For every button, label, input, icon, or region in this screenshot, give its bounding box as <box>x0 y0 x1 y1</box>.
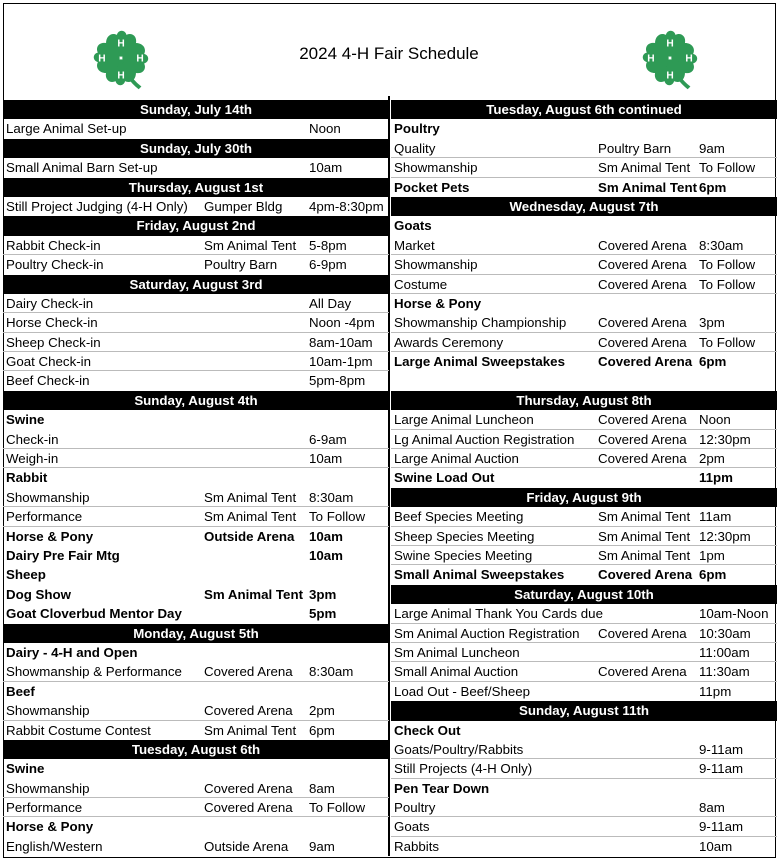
day-header: Tuesday, August 6th <box>3 740 389 759</box>
category-row <box>3 585 389 604</box>
event-time: 9-11am <box>699 761 744 777</box>
event-name: Small Animal Auction <box>394 664 519 680</box>
event-location: Poultry Barn <box>204 257 278 273</box>
event-location: Outside Arena <box>204 838 289 854</box>
event-name: Horse & Pony <box>6 819 94 835</box>
event-name: Beef Species Meeting <box>394 509 524 525</box>
event-time: 10am <box>309 451 343 467</box>
event-location: Sm Animal Tent <box>204 509 297 525</box>
event-time: 9am <box>309 838 335 854</box>
event-time: 3pm <box>699 315 725 331</box>
event-location: Covered Arena <box>598 276 687 292</box>
event-name: Sheep <box>6 567 46 583</box>
event-name: Check Out <box>394 722 461 738</box>
event-time: 6pm <box>309 722 335 738</box>
event-time: 8:30am <box>699 237 744 253</box>
event-row <box>391 604 777 623</box>
event-row <box>391 759 777 778</box>
event-name: Showmanship <box>6 780 90 796</box>
day-header: Sunday, July 30th <box>3 139 389 158</box>
event-time: 8am <box>309 780 335 796</box>
event-time: 10am-1pm <box>309 354 373 370</box>
event-row <box>391 158 777 177</box>
svg-text:H: H <box>685 53 693 65</box>
event-time: To Follow <box>309 800 366 816</box>
event-name: Sheep Check-in <box>6 334 101 350</box>
svg-text:H: H <box>117 38 125 50</box>
event-location: Sm Animal Tent <box>204 489 297 505</box>
event-row <box>3 255 389 274</box>
event-time: 2pm <box>699 451 725 467</box>
category-row <box>3 546 389 565</box>
event-time: All Day <box>309 295 352 311</box>
event-row <box>391 236 777 255</box>
event-location: Covered Arena <box>598 354 693 370</box>
schedule-column-left <box>3 100 389 856</box>
day-header: Wednesday, August 7th <box>391 197 777 216</box>
event-name: Small Animal Sweepstakes <box>394 567 565 583</box>
event-location: Covered Arena <box>598 625 687 641</box>
event-name: Large Animal Luncheon <box>394 412 534 428</box>
event-location: Covered Arena <box>598 567 693 583</box>
event-time: 10am <box>309 160 343 176</box>
event-time: 10am <box>309 547 344 563</box>
event-time: 2pm <box>309 703 335 719</box>
day-header: Thursday, August 8th <box>391 391 777 410</box>
event-location: Covered Arena <box>598 451 687 467</box>
event-location: Covered Arena <box>598 315 687 331</box>
event-name: Dairy Check-in <box>6 295 94 311</box>
event-time: 5pm-8pm <box>309 373 366 389</box>
event-name: Swine Load Out <box>394 470 495 486</box>
event-name: Large Animal Auction <box>394 451 519 467</box>
event-time: 11pm <box>699 683 732 699</box>
event-row <box>391 624 777 643</box>
event-location: Covered Arena <box>598 412 687 428</box>
category-row <box>391 779 777 798</box>
event-row <box>391 740 777 759</box>
svg-text:H: H <box>666 38 674 50</box>
event-name: Still Projects (4-H Only) <box>394 761 533 777</box>
event-row <box>391 507 777 526</box>
event-name: Large Animal Set-up <box>6 121 127 137</box>
event-time: 6pm <box>699 354 727 370</box>
event-time: 9-11am <box>699 741 744 757</box>
event-time: 3pm <box>309 586 337 602</box>
event-name: Pen Tear Down <box>394 780 490 796</box>
event-time: 6-9am <box>309 431 347 447</box>
day-header: Tuesday, August 6th continued <box>391 100 777 119</box>
event-row <box>391 275 777 294</box>
event-row <box>3 798 389 817</box>
event-row <box>3 701 389 720</box>
event-name: Goats <box>394 819 430 835</box>
event-row <box>3 488 389 507</box>
event-time: To Follow <box>699 334 756 350</box>
event-time: To Follow <box>699 160 756 176</box>
event-name: Showmanship <box>6 703 90 719</box>
event-row <box>3 837 389 856</box>
event-row <box>3 333 389 352</box>
event-row <box>3 371 389 390</box>
event-time: 6pm <box>699 179 727 195</box>
event-row <box>391 662 777 681</box>
event-row <box>391 643 777 662</box>
svg-text:H: H <box>98 53 106 65</box>
category-row <box>391 178 777 197</box>
event-name: Sm Animal Luncheon <box>394 644 520 660</box>
event-name: Swine Species Meeting <box>394 547 533 563</box>
category-row <box>3 468 389 487</box>
page-title: 2024 4-H Fair Schedule <box>299 44 479 63</box>
event-name: Dairy Pre Fair Mtg <box>6 547 120 563</box>
event-time: 11pm <box>699 470 734 486</box>
category-row <box>391 294 777 313</box>
event-name: Lg Animal Auction Registration <box>394 431 575 447</box>
event-time: To Follow <box>309 509 366 525</box>
event-name: Swine <box>6 761 45 777</box>
event-name: Small Animal Barn Set-up <box>6 160 158 176</box>
category-row <box>391 119 777 138</box>
event-time: 10am-Noon <box>699 606 769 622</box>
event-name: Performance <box>6 800 83 816</box>
event-row <box>3 158 389 177</box>
category-row <box>391 468 777 487</box>
event-name: Poultry <box>394 121 440 137</box>
event-time: 6-9pm <box>309 257 347 273</box>
event-time: 5-8pm <box>309 237 347 253</box>
event-location: Poultry Barn <box>598 140 672 156</box>
event-location: Sm Animal Tent <box>204 586 303 602</box>
event-location: Sm Animal Tent <box>598 528 691 544</box>
event-name: Sm Animal Auction Registration <box>394 625 580 641</box>
category-row <box>3 759 389 778</box>
event-name: Showmanship & Performance <box>6 664 182 680</box>
category-row <box>3 565 389 584</box>
event-time: 4pm-8:30pm <box>309 198 384 214</box>
event-name: Horse Check-in <box>6 315 98 331</box>
event-name: Still Project Judging (4-H Only) <box>6 198 188 214</box>
event-row <box>3 430 389 449</box>
event-name: Beef <box>6 683 35 699</box>
event-row <box>3 507 389 526</box>
event-time: Noon <box>309 121 341 137</box>
event-name: Rabbits <box>394 838 440 854</box>
event-location: Covered Arena <box>598 257 687 273</box>
event-location: Covered Arena <box>204 780 293 796</box>
event-location: Sm Animal Tent <box>204 722 297 738</box>
event-row <box>391 837 777 856</box>
category-row <box>3 604 389 623</box>
event-row <box>3 197 389 216</box>
category-row <box>3 410 389 429</box>
category-row <box>391 565 777 584</box>
event-row <box>3 236 389 255</box>
event-time: 11am <box>699 509 732 525</box>
event-name: Horse & Pony <box>6 528 94 544</box>
day-header: Saturday, August 3rd <box>3 275 389 294</box>
day-header: Sunday, August 4th <box>3 391 389 410</box>
event-row <box>391 255 777 274</box>
event-name: Market <box>394 237 435 253</box>
event-name: Swine <box>6 412 45 428</box>
day-header: Friday, August 9th <box>391 488 777 507</box>
event-time: Noon <box>699 412 731 428</box>
event-row <box>3 119 389 138</box>
event-row <box>391 139 777 158</box>
event-name: Rabbit <box>6 470 48 486</box>
event-row <box>3 721 389 740</box>
event-location: Sm Animal Tent <box>598 509 691 525</box>
event-name: Goat Cloverbud Mentor Day <box>6 606 182 622</box>
event-time: 6pm <box>699 567 727 583</box>
event-time: 11:00am <box>699 644 750 660</box>
event-row <box>3 352 389 371</box>
category-row <box>391 352 777 371</box>
event-location: Covered Arena <box>204 664 293 680</box>
event-name: Showmanship <box>394 160 478 176</box>
event-name: Dog Show <box>6 586 71 602</box>
event-name: Dairy - 4-H and Open <box>6 644 138 660</box>
blank-row <box>391 371 777 390</box>
event-time: 9-11am <box>699 819 744 835</box>
title-area <box>4 4 774 100</box>
event-location: Covered Arena <box>204 703 293 719</box>
event-row <box>391 449 777 468</box>
day-header: Sunday, July 14th <box>3 100 389 119</box>
event-name: Costume <box>394 276 448 292</box>
event-location: Covered Arena <box>598 334 687 350</box>
event-time: 10:30am <box>699 625 751 641</box>
event-location: Sm Animal Tent <box>204 237 297 253</box>
event-location: Covered Arena <box>598 431 687 447</box>
day-header: Monday, August 5th <box>3 624 389 643</box>
svg-text:H: H <box>117 70 125 82</box>
event-time: 5pm <box>309 606 337 622</box>
category-row <box>3 527 389 546</box>
event-name: Pocket Pets <box>394 179 470 195</box>
event-name: Sheep Species Meeting <box>394 528 535 544</box>
event-name: Goats/Poultry/Rabbits <box>394 741 524 757</box>
event-location: Covered Arena <box>598 237 687 253</box>
event-row <box>391 527 777 546</box>
event-location: Covered Arena <box>598 664 687 680</box>
event-name: Goat Check-in <box>6 354 91 370</box>
day-header: Friday, August 2nd <box>3 216 389 235</box>
event-row <box>391 546 777 565</box>
event-row <box>391 798 777 817</box>
category-row <box>391 216 777 235</box>
event-row <box>391 410 777 429</box>
event-name: Awards Ceremony <box>394 334 504 350</box>
event-name: Showmanship Championship <box>394 315 567 331</box>
event-time: 1pm <box>699 547 725 563</box>
event-row <box>3 662 389 681</box>
event-row <box>3 313 389 332</box>
event-time: 8am-10am <box>309 334 373 350</box>
event-location: Sm Animal Tent <box>598 547 691 563</box>
event-time: 12:30pm <box>699 528 751 544</box>
svg-text:H: H <box>666 70 674 82</box>
event-row <box>3 449 389 468</box>
event-row <box>391 430 777 449</box>
day-header: Sunday, August 11th <box>391 701 777 720</box>
day-header: Saturday, August 10th <box>391 585 777 604</box>
event-name: Beef Check-in <box>6 373 90 389</box>
category-row <box>3 682 389 701</box>
event-time: 8:30am <box>309 664 354 680</box>
event-row <box>391 333 777 352</box>
event-name: Rabbit Costume Contest <box>6 722 151 738</box>
event-name: Showmanship <box>6 489 90 505</box>
event-time: 8am <box>699 800 725 816</box>
event-name: Poultry <box>394 800 436 816</box>
event-time: 9am <box>699 140 725 156</box>
event-location: Outside Arena <box>204 528 295 544</box>
event-name: Performance <box>6 509 83 525</box>
event-name: Rabbit Check-in <box>6 237 101 253</box>
event-name: Load Out - Beef/Sheep <box>394 683 531 699</box>
event-row <box>3 779 389 798</box>
event-name: Large Animal Sweepstakes <box>394 354 565 370</box>
event-name: English/Western <box>6 838 103 854</box>
event-name: Horse & Pony <box>394 295 482 311</box>
category-row <box>3 817 389 836</box>
event-row <box>391 817 777 836</box>
category-row <box>391 721 777 740</box>
event-row <box>3 294 389 313</box>
event-name: Quality <box>394 140 436 156</box>
event-name: Weigh-in <box>6 451 59 467</box>
event-time: 8:30am <box>309 489 354 505</box>
event-name: Large Animal Thank You Cards due <box>394 606 603 622</box>
event-location: Sm Animal Tent <box>598 160 691 176</box>
event-name: Check-in <box>6 431 59 447</box>
day-header: Thursday, August 1st <box>3 178 389 197</box>
schedule-column-right <box>391 100 777 856</box>
event-location: Sm Animal Tent <box>598 179 697 195</box>
event-time: Noon -4pm <box>309 315 375 331</box>
event-name: Goats <box>394 218 432 234</box>
svg-text:H: H <box>647 53 655 65</box>
event-time: To Follow <box>699 257 756 273</box>
event-location: Gumper Bldg <box>204 198 283 214</box>
event-row <box>391 313 777 332</box>
event-name: Showmanship <box>394 257 478 273</box>
event-name: Poultry Check-in <box>6 257 104 273</box>
event-time: 10am <box>699 838 733 854</box>
event-location: Covered Arena <box>204 800 293 816</box>
clover-logo-right <box>636 24 704 92</box>
event-time: 11:30am <box>699 664 750 680</box>
event-row <box>391 682 777 701</box>
event-time: To Follow <box>699 276 756 292</box>
category-row <box>3 643 389 662</box>
event-time: 10am <box>309 528 344 544</box>
svg-text:H: H <box>136 53 144 65</box>
event-time: 12:30pm <box>699 431 751 447</box>
